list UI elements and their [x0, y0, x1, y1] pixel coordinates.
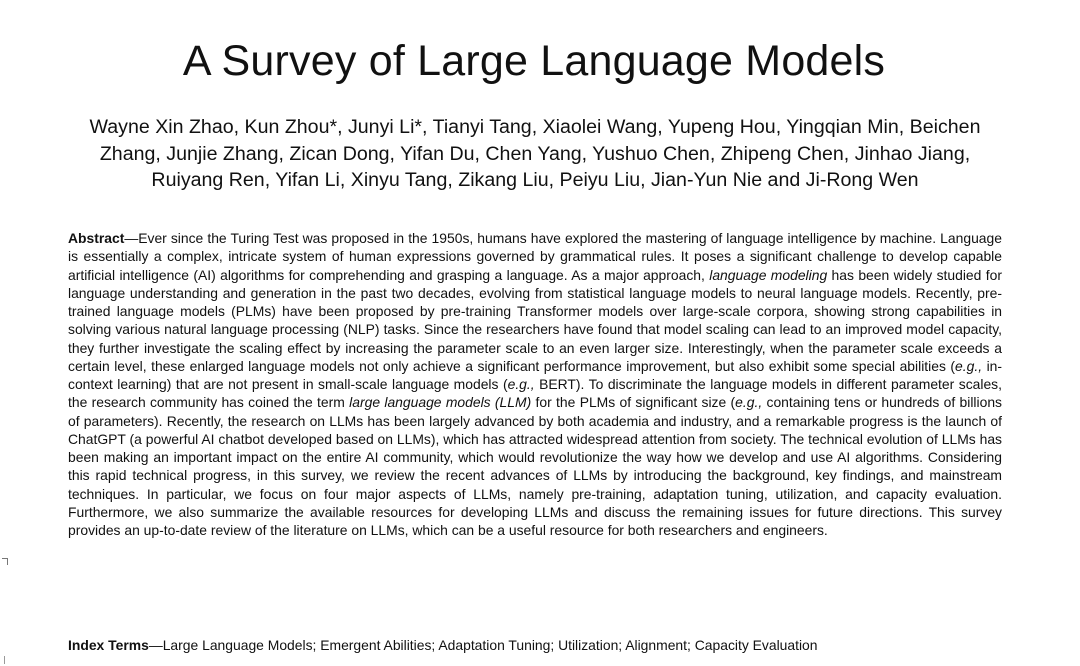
abstract-segment: containing tens or hundreds of billions of parameters). Recently, the research on LLMs has been largely advanced by both academia and industry, and a remarkable progress is the launch of ChatGPT (a powerful AI chatbot developed based on LLMs), which has attracted widespread attention from society. The technical evolution of LLMs has been making an important impact on the entire AI community, which would revolutionize the way how we develop and use AI algorithms. Considering this rapid technical progress, in this survey, we review the recent advances of LLMs by introducing the background, key findings, and mainstream techniques. In particular, we focus on four major aspects of LLMs, namely pre-training, adaptation tuning, utilization, and capacity evaluation. Furthermore, we also summarize the available resources for developing LLMs and discuss the remaining issues for future directions. This survey provides an up-to-date review of the literature on LLMs, which can be a useful resource for both researchers and engineers.	[68, 394, 1002, 538]
index-terms	[68, 636, 1002, 654]
abstract-segment: e.g.,	[507, 376, 535, 392]
abstract-segment: e.g.,	[735, 394, 763, 411]
abstract-segment: for the PLMs of significant size (	[531, 394, 736, 411]
abstract-segment: language modeling	[709, 266, 828, 283]
paper-title: A Survey of Large Language Models	[182, 37, 886, 85]
abstract-segment: in-context learning) that are not present in small-scale language models (	[68, 357, 1003, 392]
abstract-segment: has been widely studied for language understanding and generation in the past two decades, evolving from statistical language models to neural language models. Recently, pre-trained language models (PLMs) have been proposed by pre-training Transformer models over large-scale corpora, showing strong capabilities in solving various natural language processing (NLP) tasks. Since the researchers have found that model scaling can lead to an improved model capacity, they further investigate the scaling effect by increasing the parameter scale to an even larger size. Interestingly, when the parameter scale exceeds a certain level, these enlarged language models not only achieve a significant performance improvement, but also exhibit some special abilities (	[68, 266, 1002, 374]
abstract-segment: e.g.,	[955, 357, 983, 374]
index-terms-text: —Large Language Models; Emergent Abilities; Adaptation Tuning; Utilization; Alignment; Capacity Evaluation	[148, 637, 818, 653]
author-line: Ruiyang Ren, Yifan Li, Xinyu Tang, Zikang Liu, Peiyu Liu, Jian-Yun Nie and Ji-Rong Wen	[151, 169, 919, 191]
margin-corner-mark	[2, 558, 8, 565]
author-line: Zhang, Junjie Zhang, Zican Dong, Yifan Du, Chen Yang, Yushuo Chen, Zhipeng Chen, Jinhao Jiang,	[99, 142, 971, 165]
abstract	[68, 229, 1002, 539]
abstract-label: Abstract	[68, 230, 125, 246]
abstract-segment: BERT). To discriminate the language models in different parameter scales, the research community has coined the term	[68, 376, 1002, 411]
abstract-body	[68, 230, 1002, 538]
abstract-segment: large language models (LLM)	[349, 394, 532, 411]
margin-tick-mark	[4, 656, 5, 664]
author-line: Wayne Xin Zhao, Kun Zhou*, Junyi Li*, Tianyi Tang, Xiaolei Wang, Yupeng Hou, Yingqian Min, Beichen	[89, 116, 981, 138]
abstract-segment: —Ever since the Turing Test was proposed in the 1950s, humans have explored the mastering of language intelligence by machine. Language is essentially a complex, intricate system of human expressions governed by grammatical rules. It poses a significant challenge to develop capable artificial intelligence (AI) algorithms for comprehending and grasping a language. As a major approach,	[68, 230, 1002, 283]
author-list	[30, 114, 1040, 194]
index-terms-label: Index Terms	[68, 637, 149, 653]
